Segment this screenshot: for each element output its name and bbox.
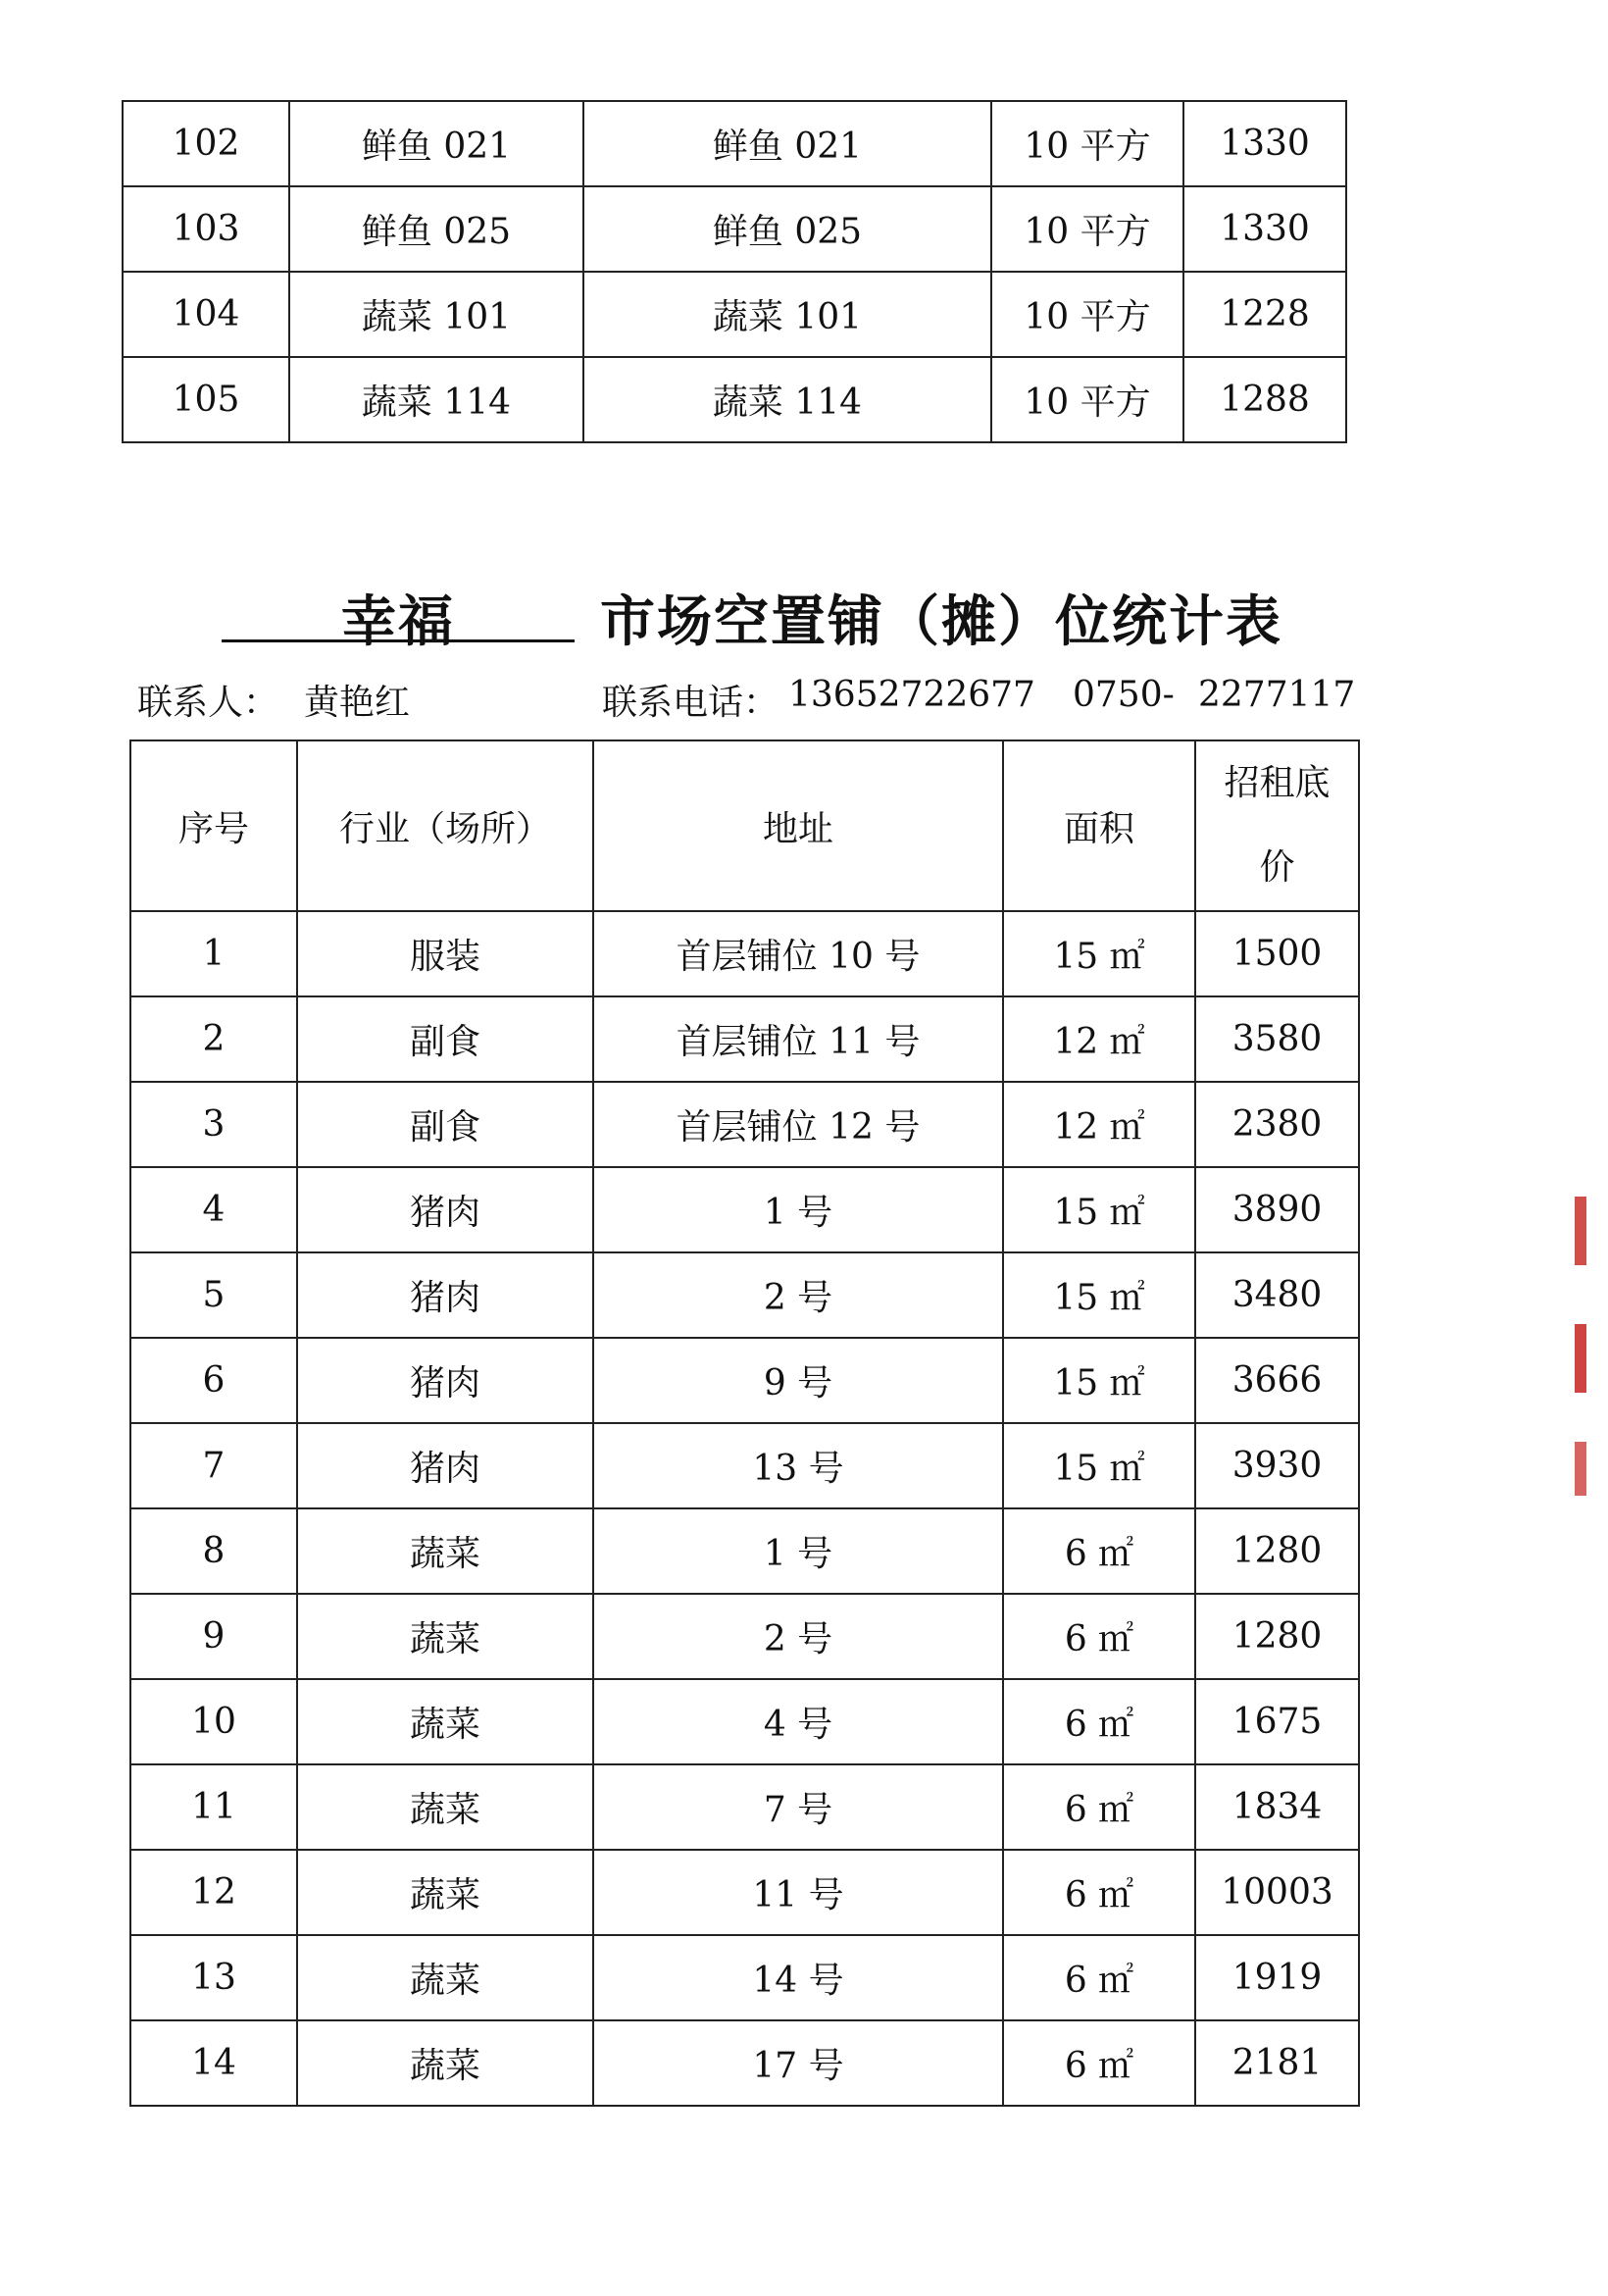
contact-person: 黄艳红 xyxy=(304,683,411,723)
seal-fragment xyxy=(1575,1442,1586,1496)
cell-area: 15 ㎡ xyxy=(1003,1252,1195,1338)
cell-address: 首层铺位 10 号 xyxy=(593,911,1003,996)
cell-area: 6 ㎡ xyxy=(1003,1594,1195,1679)
table-row xyxy=(123,186,1346,272)
cell-industry: 蔬菜 xyxy=(297,2020,593,2106)
cell-area: 6 ㎡ xyxy=(1003,1935,1195,2020)
cell-seq: 7 xyxy=(130,1423,297,1508)
cell-industry: 蔬菜 101 xyxy=(289,272,583,357)
cell-industry: 蔬菜 xyxy=(297,1850,593,1935)
table-row xyxy=(130,1679,1359,1764)
cell-seq: 9 xyxy=(130,1594,297,1679)
cell-address: 4 号 xyxy=(593,1679,1003,1764)
cell-industry: 蔬菜 xyxy=(297,1594,593,1679)
cell-area: 15 ㎡ xyxy=(1003,911,1195,996)
title-text: 市场空置铺（摊）位统计表 xyxy=(600,590,1282,654)
cell-price: 1675 xyxy=(1195,1679,1359,1764)
cell-seq: 13 xyxy=(130,1935,297,2020)
cell-industry: 蔬菜 xyxy=(297,1764,593,1850)
table-row xyxy=(130,1167,1359,1252)
contact-landline: 2277117 xyxy=(1198,675,1356,715)
cell-seq: 102 xyxy=(123,101,289,186)
cell-price: 2181 xyxy=(1195,2020,1359,2106)
cell-seq: 1 xyxy=(130,911,297,996)
cell-area: 10 平方 xyxy=(991,186,1183,272)
header-price-line2: 价 xyxy=(1259,847,1295,888)
cell-seq: 2 xyxy=(130,996,297,1082)
cell-industry: 蔬菜 xyxy=(297,1508,593,1594)
cell-area: 6 ㎡ xyxy=(1003,1850,1195,1935)
cell-price: 3666 xyxy=(1195,1338,1359,1423)
cell-address: 鲜鱼 021 xyxy=(583,101,991,186)
cell-price: 1288 xyxy=(1183,357,1346,442)
cell-area: 15 ㎡ xyxy=(1003,1423,1195,1508)
header-price xyxy=(1195,740,1359,911)
header-area: 面积 xyxy=(1003,740,1195,911)
cell-price: 1500 xyxy=(1195,911,1359,996)
cell-price: 1228 xyxy=(1183,272,1346,357)
document-title xyxy=(216,579,1294,657)
header-address: 地址 xyxy=(593,740,1003,911)
cell-address: 首层铺位 11 号 xyxy=(593,996,1003,1082)
cell-industry: 服装 xyxy=(297,911,593,996)
cell-address: 鲜鱼 025 xyxy=(583,186,991,272)
table-row xyxy=(130,996,1359,1082)
cell-seq: 5 xyxy=(130,1252,297,1338)
cell-seq: 104 xyxy=(123,272,289,357)
cell-price: 3890 xyxy=(1195,1167,1359,1252)
cell-price: 3580 xyxy=(1195,996,1359,1082)
table-row xyxy=(130,1764,1359,1850)
contact-mobile: 13652722677 xyxy=(788,675,1035,715)
cell-price: 1834 xyxy=(1195,1764,1359,1850)
cell-address: 17 号 xyxy=(593,2020,1003,2106)
cell-seq: 6 xyxy=(130,1338,297,1423)
table-row xyxy=(130,1935,1359,2020)
header-industry: 行业（场所） xyxy=(297,740,593,911)
cell-address: 14 号 xyxy=(593,1935,1003,2020)
cell-address: 首层铺位 12 号 xyxy=(593,1082,1003,1167)
cell-price: 3480 xyxy=(1195,1252,1359,1338)
table-row xyxy=(123,272,1346,357)
table-row xyxy=(123,101,1346,186)
cell-seq: 11 xyxy=(130,1764,297,1850)
cell-area: 15 ㎡ xyxy=(1003,1167,1195,1252)
cell-seq: 4 xyxy=(130,1167,297,1252)
header-price-line1: 招租底 xyxy=(1224,763,1331,803)
cell-address: 13 号 xyxy=(593,1423,1003,1508)
cell-industry: 蔬菜 xyxy=(297,1935,593,2020)
cell-area: 10 平方 xyxy=(991,272,1183,357)
header-seq: 序号 xyxy=(130,740,297,911)
cell-price: 1919 xyxy=(1195,1935,1359,2020)
cell-area: 6 ㎡ xyxy=(1003,1764,1195,1850)
cell-address: 7 号 xyxy=(593,1764,1003,1850)
table-row xyxy=(123,357,1346,442)
cell-area: 10 平方 xyxy=(991,357,1183,442)
table-row xyxy=(130,1850,1359,1935)
cell-seq: 10 xyxy=(130,1679,297,1764)
cell-address: 2 号 xyxy=(593,1252,1003,1338)
cell-industry: 鲜鱼 021 xyxy=(289,101,583,186)
table-header-row xyxy=(130,740,1359,911)
cell-industry: 蔬菜 xyxy=(297,1679,593,1764)
cell-price: 1330 xyxy=(1183,101,1346,186)
cell-seq: 14 xyxy=(130,2020,297,2106)
table-row xyxy=(130,1082,1359,1167)
cell-area: 6 ㎡ xyxy=(1003,1508,1195,1594)
table-row xyxy=(130,1252,1359,1338)
cell-area: 6 ㎡ xyxy=(1003,1679,1195,1764)
cell-price: 1280 xyxy=(1195,1594,1359,1679)
cell-price: 10003 xyxy=(1195,1850,1359,1935)
cell-industry: 猪肉 xyxy=(297,1252,593,1338)
cell-area: 15 ㎡ xyxy=(1003,1338,1195,1423)
vacant-stall-table xyxy=(129,740,1360,2107)
contact-line xyxy=(137,675,1356,724)
cell-price: 3930 xyxy=(1195,1423,1359,1508)
cell-industry: 猪肉 xyxy=(297,1167,593,1252)
contact-phone-label: 联系电话： xyxy=(602,683,779,723)
cell-area: 12 ㎡ xyxy=(1003,1082,1195,1167)
table-row xyxy=(130,2020,1359,2106)
cell-price: 2380 xyxy=(1195,1082,1359,1167)
seal-fragment xyxy=(1575,1324,1586,1393)
cell-industry: 鲜鱼 025 xyxy=(289,186,583,272)
cell-seq: 12 xyxy=(130,1850,297,1935)
cell-area: 12 ㎡ xyxy=(1003,996,1195,1082)
contact-person-label: 联系人： xyxy=(137,683,279,723)
cell-seq: 103 xyxy=(123,186,289,272)
contact-area-code: 0750- xyxy=(1073,675,1175,715)
cell-address: 11 号 xyxy=(593,1850,1003,1935)
cell-industry: 蔬菜 114 xyxy=(289,357,583,442)
cell-seq: 3 xyxy=(130,1082,297,1167)
cell-address: 2 号 xyxy=(593,1594,1003,1679)
table-row xyxy=(130,1508,1359,1594)
cell-address: 9 号 xyxy=(593,1338,1003,1423)
cell-seq: 105 xyxy=(123,357,289,442)
cell-address: 1 号 xyxy=(593,1167,1003,1252)
cell-industry: 猪肉 xyxy=(297,1423,593,1508)
cell-industry: 副食 xyxy=(297,1082,593,1167)
cell-industry: 猪肉 xyxy=(297,1338,593,1423)
cell-address: 蔬菜 114 xyxy=(583,357,991,442)
cell-price: 1330 xyxy=(1183,186,1346,272)
table-row xyxy=(130,1594,1359,1679)
cell-area: 10 平方 xyxy=(991,101,1183,186)
table-row xyxy=(130,1338,1359,1423)
cell-seq: 8 xyxy=(130,1508,297,1594)
cell-price: 1280 xyxy=(1195,1508,1359,1594)
cell-address: 蔬菜 101 xyxy=(583,272,991,357)
cell-address: 1 号 xyxy=(593,1508,1003,1594)
cell-area: 6 ㎡ xyxy=(1003,2020,1195,2106)
vacant-stall-table-body xyxy=(130,740,1359,2106)
seal-fragment xyxy=(1575,1197,1586,1265)
table-row xyxy=(130,1423,1359,1508)
cell-industry: 副食 xyxy=(297,996,593,1082)
previous-stall-table-body xyxy=(123,101,1346,442)
market-name: 幸福 xyxy=(222,579,575,642)
previous-stall-table xyxy=(122,100,1347,443)
table-row xyxy=(130,911,1359,996)
